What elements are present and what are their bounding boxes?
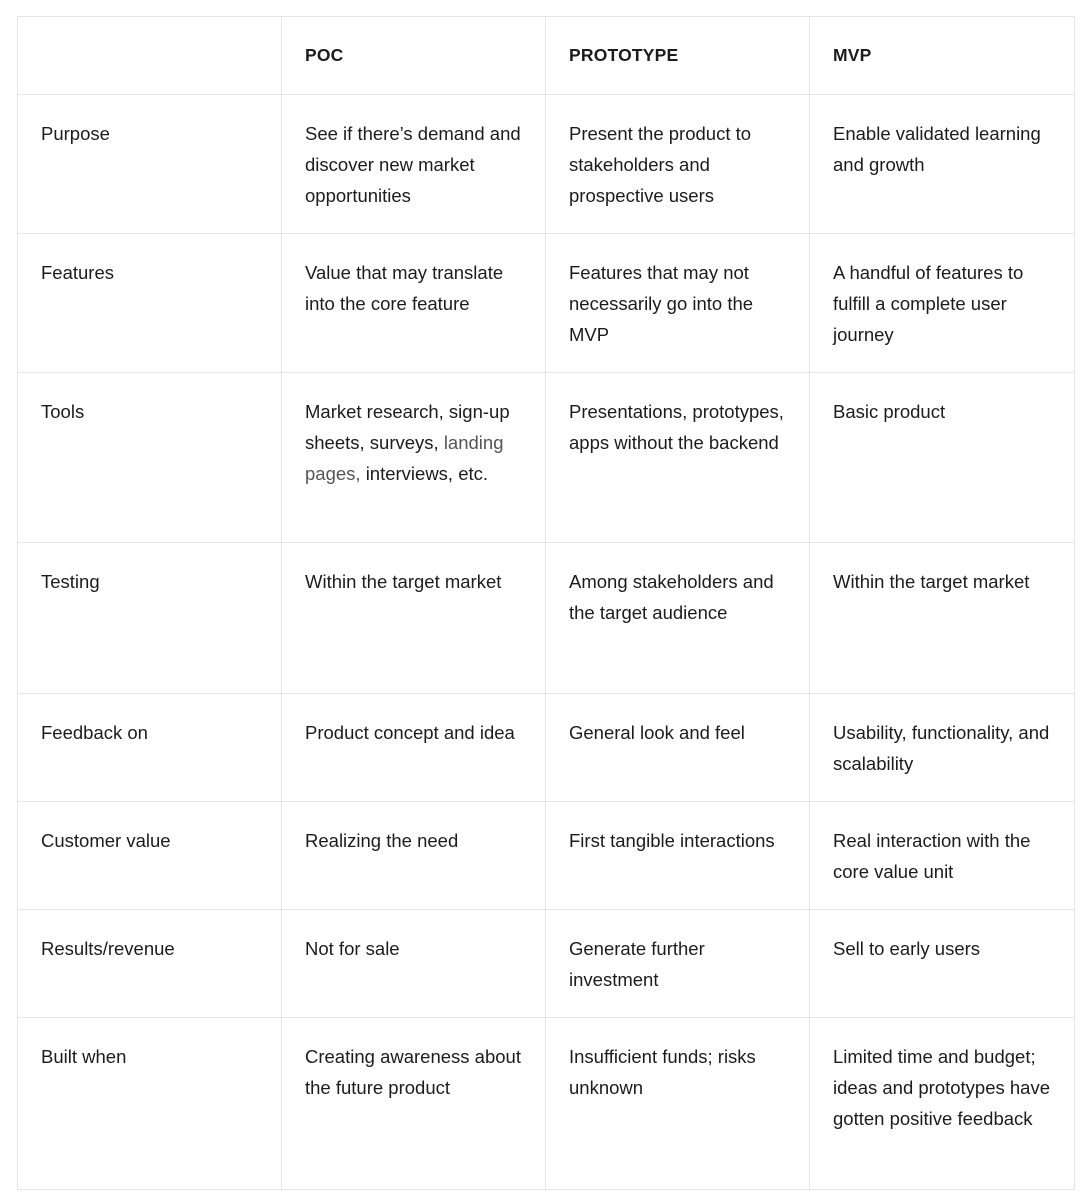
mvp-cell: Within the target market: [810, 543, 1075, 694]
poc-cell: Creating awareness about the future product: [282, 1018, 546, 1190]
mvp-cell: Enable validated learning and growth: [810, 95, 1075, 234]
table-row-tools: [18, 373, 1075, 543]
table-row-results-revenue: [18, 910, 1075, 1018]
mvp-cell: Limited time and budget; ideas and prototypes have gotten positive feedback: [810, 1018, 1075, 1190]
poc-cell: Within the target market: [282, 543, 546, 694]
header-row: [18, 17, 1075, 95]
poc-tools-text: Market research, sign-up sheets, surveys,: [305, 401, 510, 453]
row-label: Feedback on: [18, 694, 282, 802]
prototype-cell: First tangible interactions: [546, 802, 810, 910]
prototype-cell: Generate further investment: [546, 910, 810, 1018]
table-row-testing: [18, 543, 1075, 694]
poc-cell: [282, 373, 546, 543]
mvp-cell: Real interaction with the core value unit: [810, 802, 1075, 910]
header-cell-prototype: PROTOTYPE: [546, 17, 810, 95]
table-row-features: [18, 234, 1075, 373]
landing-pages-link[interactable]: landing pages,: [305, 432, 504, 484]
row-label: Testing: [18, 543, 282, 694]
prototype-cell: General look and feel: [546, 694, 810, 802]
row-label: Results/revenue: [18, 910, 282, 1018]
mvp-cell: Usability, functionality, and scalability: [810, 694, 1075, 802]
row-label: Features: [18, 234, 282, 373]
poc-cell: Value that may translate into the core feature: [282, 234, 546, 373]
row-label: Purpose: [18, 95, 282, 234]
table-row-customer-value: [18, 802, 1075, 910]
poc-tools-text-end: interviews, etc.: [365, 463, 489, 484]
row-label: Built when: [18, 1018, 282, 1190]
mvp-cell: A handful of features to fulfill a complete user journey: [810, 234, 1075, 373]
poc-cell: See if there’s demand and discover new market opportunities: [282, 95, 546, 234]
mvp-cell: Basic product: [810, 373, 1075, 543]
row-label: Customer value: [18, 802, 282, 910]
comparison-table: [17, 16, 1075, 1190]
row-label: Tools: [18, 373, 282, 543]
poc-cell: Not for sale: [282, 910, 546, 1018]
prototype-cell: Features that may not necessarily go into the MVP: [546, 234, 810, 373]
poc-cell: Realizing the need: [282, 802, 546, 910]
mvp-cell: Sell to early users: [810, 910, 1075, 1018]
prototype-cell: Among stakeholders and the target audience: [546, 543, 810, 694]
header-cell-mvp: MVP: [810, 17, 1075, 95]
table-row-feedback-on: [18, 694, 1075, 802]
prototype-cell: Insufficient funds; risks unknown: [546, 1018, 810, 1190]
header-cell-empty: [18, 17, 282, 95]
header-cell-poc: POC: [282, 17, 546, 95]
table-row-purpose: [18, 95, 1075, 234]
poc-cell: Product concept and idea: [282, 694, 546, 802]
prototype-cell: Presentations, prototypes, apps without the backend: [546, 373, 810, 543]
table-row-built-when: [18, 1018, 1075, 1190]
prototype-cell: Present the product to stakeholders and prospective users: [546, 95, 810, 234]
